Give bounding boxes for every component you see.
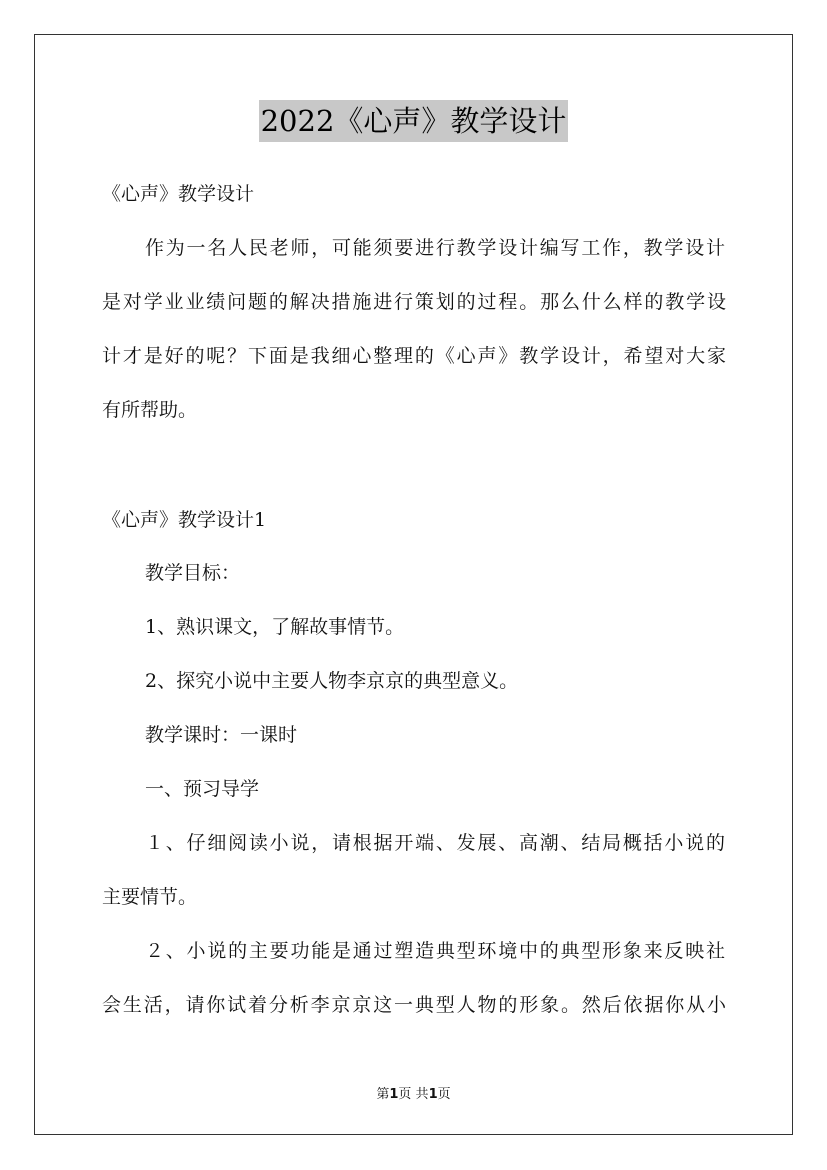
part-heading-1: 一、预习导学: [145, 778, 260, 800]
item-1-line-1: １、仔细阅读小说，请根据开端、发展、高潮、结局概括小说的: [145, 832, 725, 854]
footer-prefix: 第: [376, 1087, 390, 1102]
footer-suffix: 页: [437, 1087, 451, 1102]
intro-line-4: 有所帮助。: [102, 399, 198, 421]
item-2-line-1: ２、小说的主要功能是通过塑造典型环境中的典型形象来反映社: [145, 940, 725, 962]
footer-mid: 页 共: [398, 1087, 429, 1102]
document-title: 2022《心声》教学设计: [259, 100, 569, 142]
footer-total-pages: 1: [428, 1087, 438, 1102]
intro-heading: 《心声》教学设计: [102, 183, 255, 205]
intro-line-3: 计才是好的呢？下面是我细心整理的《心声》教学设计，希望对大家: [102, 345, 726, 367]
title-container: [0, 100, 827, 142]
teaching-periods: 教学课时：一课时: [145, 724, 298, 746]
footer-page-number: 1: [389, 1087, 399, 1102]
goal-item-2: 2、探究小说中主要人物李京京的典型意义。: [145, 670, 519, 692]
goal-item-1: 1、熟识课文，了解故事情节。: [145, 616, 405, 638]
item-2-line-2: 会生活，请你试着分析李京京这一典型人物的形象。然后依据你从小: [102, 994, 726, 1016]
page-footer: [0, 1083, 827, 1102]
item-1-line-2: 主要情节。: [102, 886, 198, 908]
intro-line-1: 作为一名人民老师，可能须要进行教学设计编写工作，教学设计: [145, 237, 725, 259]
goals-label: 教学目标：: [145, 562, 241, 584]
section-heading: 《心声》教学设计1: [102, 509, 267, 531]
intro-line-2: 是对学业业绩问题的解决措施进行策划的过程。那么什么样的教学设: [102, 291, 726, 313]
